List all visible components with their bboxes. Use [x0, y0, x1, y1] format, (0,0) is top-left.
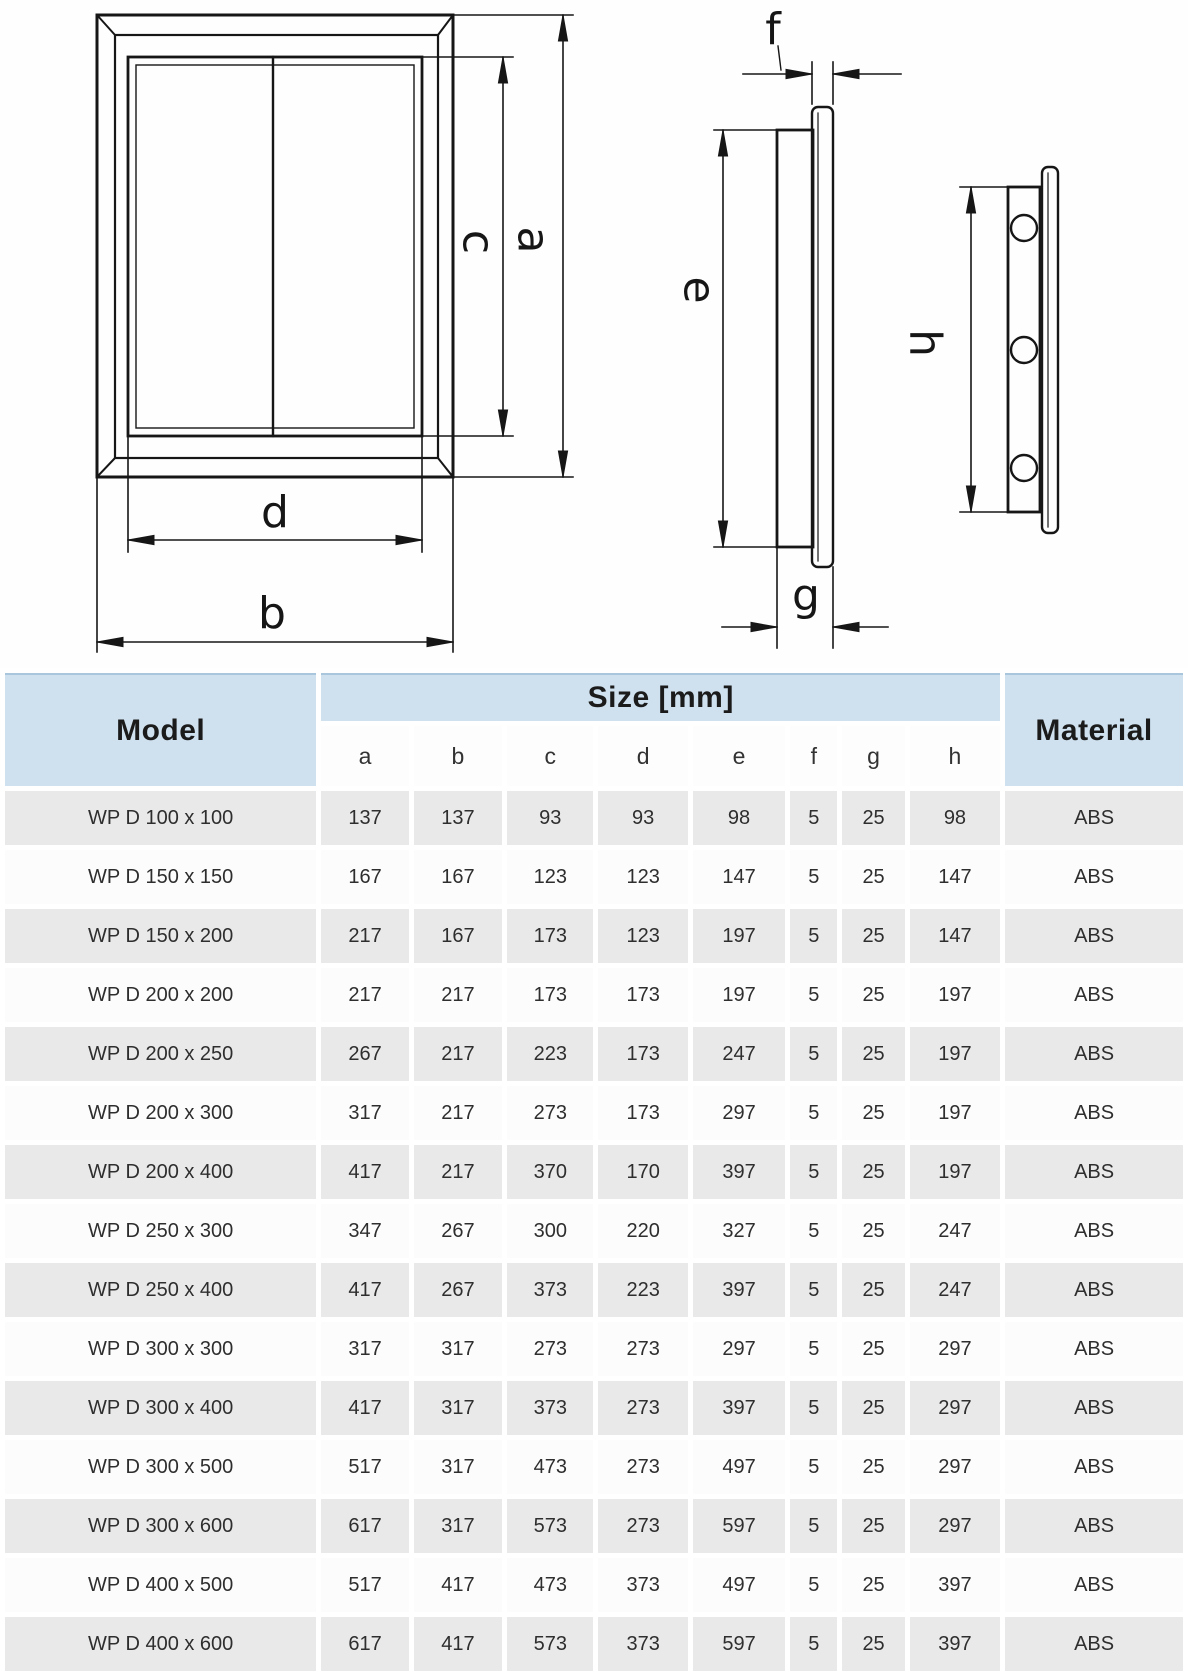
size-cell: 147 — [910, 850, 1000, 904]
size-cell: 300 — [507, 1204, 593, 1258]
model-cell: WP D 150 x 150 — [5, 850, 316, 904]
size-cell: 297 — [693, 1322, 785, 1376]
size-cell: 617 — [321, 1499, 408, 1553]
size-cell: 247 — [910, 1204, 1000, 1258]
size-cell: 5 — [790, 791, 837, 845]
size-cell: 25 — [842, 1086, 904, 1140]
size-cell: 123 — [598, 909, 687, 963]
size-cell: 197 — [910, 1086, 1000, 1140]
dim-label-c: c — [452, 229, 504, 255]
size-cell: 573 — [507, 1499, 593, 1553]
size-cell: 373 — [598, 1617, 687, 1671]
table-row — [5, 1440, 1183, 1494]
size-cell: 93 — [598, 791, 687, 845]
table-row — [5, 1263, 1183, 1317]
model-cell: WP D 200 x 200 — [5, 968, 316, 1022]
size-cell: 197 — [693, 909, 785, 963]
model-cell: WP D 250 x 400 — [5, 1263, 316, 1317]
size-cell: 373 — [507, 1381, 593, 1435]
size-cell: 273 — [507, 1322, 593, 1376]
size-cell: 617 — [321, 1617, 408, 1671]
table-row — [5, 909, 1183, 963]
material-header: Material — [1005, 673, 1183, 786]
size-cell: 397 — [910, 1617, 1000, 1671]
size-cell: 597 — [693, 1499, 785, 1553]
dim-e — [714, 130, 813, 547]
size-cell: 397 — [693, 1145, 785, 1199]
size-cell: 173 — [598, 1027, 687, 1081]
size-cell: 223 — [598, 1263, 687, 1317]
table-row — [5, 1145, 1183, 1199]
size-cell: 497 — [693, 1558, 785, 1612]
table-row — [5, 968, 1183, 1022]
size-cell: 25 — [842, 1204, 904, 1258]
size-cell: 297 — [910, 1381, 1000, 1435]
dim-label-h: h — [899, 329, 951, 357]
front-view — [97, 15, 573, 652]
size-cell: 5 — [790, 1263, 837, 1317]
size-cell: 297 — [910, 1322, 1000, 1376]
size-cell: 417 — [414, 1558, 502, 1612]
size-cell: 217 — [414, 1027, 502, 1081]
dim-label-e: e — [673, 276, 725, 304]
size-cell: 197 — [910, 1145, 1000, 1199]
material-cell: ABS — [1005, 968, 1183, 1022]
size-cell: 93 — [507, 791, 593, 845]
size-cell: 327 — [693, 1204, 785, 1258]
size-cell: 167 — [414, 909, 502, 963]
size-cell: 25 — [842, 1027, 904, 1081]
model-cell: WP D 200 x 400 — [5, 1145, 316, 1199]
size-cell: 497 — [693, 1440, 785, 1494]
size-cell: 373 — [598, 1558, 687, 1612]
model-cell: WP D 250 x 300 — [5, 1204, 316, 1258]
dim-label-a: a — [507, 226, 559, 254]
size-cell: 473 — [507, 1558, 593, 1612]
col-header-c: c — [507, 726, 593, 786]
size-cell: 273 — [598, 1499, 687, 1553]
size-cell: 317 — [321, 1322, 408, 1376]
size-cell: 5 — [790, 1086, 837, 1140]
material-cell: ABS — [1005, 1204, 1183, 1258]
table-row — [5, 850, 1183, 904]
size-cell: 273 — [507, 1086, 593, 1140]
size-cell: 317 — [321, 1086, 408, 1140]
size-cell: 517 — [321, 1558, 408, 1612]
size-cell: 247 — [693, 1027, 785, 1081]
col-header-g: g — [842, 726, 904, 786]
size-cell: 267 — [414, 1204, 502, 1258]
material-cell: ABS — [1005, 1086, 1183, 1140]
size-cell: 197 — [910, 1027, 1000, 1081]
model-cell: WP D 400 x 500 — [5, 1558, 316, 1612]
size-cell: 5 — [790, 1145, 837, 1199]
spec-table — [0, 668, 1188, 1676]
size-cell: 123 — [507, 850, 593, 904]
table-row — [5, 1204, 1183, 1258]
size-cell: 25 — [842, 1263, 904, 1317]
table-row — [5, 1499, 1183, 1553]
size-cell: 317 — [414, 1440, 502, 1494]
dim-h — [960, 187, 1008, 512]
size-cell: 220 — [598, 1204, 687, 1258]
size-cell: 167 — [321, 850, 408, 904]
size-cell: 517 — [321, 1440, 408, 1494]
model-cell: WP D 300 x 500 — [5, 1440, 316, 1494]
spec-table-body — [5, 791, 1183, 1671]
side-view — [714, 46, 901, 648]
dim-label-d: d — [261, 487, 289, 538]
model-cell: WP D 100 x 100 — [5, 791, 316, 845]
size-cell: 25 — [842, 1440, 904, 1494]
size-cell: 217 — [414, 1086, 502, 1140]
size-cell: 173 — [507, 909, 593, 963]
size-cell: 273 — [598, 1440, 687, 1494]
size-cell: 167 — [414, 850, 502, 904]
size-cell: 25 — [842, 1145, 904, 1199]
dim-label-g: g — [792, 570, 820, 621]
table-row — [5, 1617, 1183, 1671]
size-cell: 5 — [790, 1204, 837, 1258]
model-cell: WP D 300 x 600 — [5, 1499, 316, 1553]
size-cell: 5 — [790, 968, 837, 1022]
table-row — [5, 791, 1183, 845]
material-cell: ABS — [1005, 1145, 1183, 1199]
size-cell: 25 — [842, 968, 904, 1022]
size-cell: 25 — [842, 1499, 904, 1553]
size-cell: 573 — [507, 1617, 593, 1671]
size-cell: 5 — [790, 909, 837, 963]
size-cell: 347 — [321, 1204, 408, 1258]
size-cell: 373 — [507, 1263, 593, 1317]
size-cell: 5 — [790, 1440, 837, 1494]
model-cell: WP D 400 x 600 — [5, 1617, 316, 1671]
size-cell: 147 — [910, 909, 1000, 963]
size-cell: 217 — [414, 968, 502, 1022]
model-cell: WP D 200 x 250 — [5, 1027, 316, 1081]
size-cell: 217 — [321, 968, 408, 1022]
size-cell: 5 — [790, 1322, 837, 1376]
screw-hole — [1011, 215, 1037, 241]
size-cell: 370 — [507, 1145, 593, 1199]
size-cell: 267 — [321, 1027, 408, 1081]
screw-hole — [1011, 337, 1037, 363]
size-cell: 317 — [414, 1322, 502, 1376]
size-cell: 98 — [910, 791, 1000, 845]
size-cell: 223 — [507, 1027, 593, 1081]
dim-label-f: f — [765, 4, 781, 55]
size-cell: 217 — [321, 909, 408, 963]
size-cell: 273 — [598, 1381, 687, 1435]
back-view — [960, 167, 1058, 533]
col-header-a: a — [321, 726, 408, 786]
material-cell: ABS — [1005, 791, 1183, 845]
size-cell: 397 — [693, 1263, 785, 1317]
size-cell: 197 — [693, 968, 785, 1022]
size-cell: 597 — [693, 1617, 785, 1671]
col-header-h: h — [910, 726, 1000, 786]
col-header-d: d — [598, 726, 687, 786]
table-row — [5, 1381, 1183, 1435]
model-cell: WP D 300 x 400 — [5, 1381, 316, 1435]
table-row — [5, 1027, 1183, 1081]
size-cell: 5 — [790, 1381, 837, 1435]
size-cell: 98 — [693, 791, 785, 845]
size-cell: 137 — [321, 791, 408, 845]
size-cell: 25 — [842, 1381, 904, 1435]
size-cell: 417 — [321, 1263, 408, 1317]
technical-drawing — [0, 0, 1188, 668]
size-cell: 417 — [321, 1145, 408, 1199]
size-cell: 25 — [842, 1322, 904, 1376]
size-cell: 137 — [414, 791, 502, 845]
size-cell: 25 — [842, 1617, 904, 1671]
table-row — [5, 1086, 1183, 1140]
size-cell: 197 — [910, 968, 1000, 1022]
size-cell: 25 — [842, 909, 904, 963]
drawing-svg — [0, 0, 1188, 668]
size-cell: 297 — [693, 1086, 785, 1140]
size-cell: 5 — [790, 1027, 837, 1081]
col-header-b: b — [414, 726, 502, 786]
col-header-e: e — [693, 726, 785, 786]
material-cell: ABS — [1005, 1381, 1183, 1435]
size-cell: 297 — [910, 1499, 1000, 1553]
size-cell: 5 — [790, 850, 837, 904]
col-header-f: f — [790, 726, 837, 786]
size-cell: 147 — [693, 850, 785, 904]
model-header: Model — [5, 673, 316, 786]
size-header: Size [mm] — [321, 673, 1000, 721]
screw-hole — [1011, 455, 1037, 481]
size-cell: 317 — [414, 1499, 502, 1553]
size-cell: 473 — [507, 1440, 593, 1494]
size-cell: 170 — [598, 1145, 687, 1199]
model-cell: WP D 200 x 300 — [5, 1086, 316, 1140]
material-cell: ABS — [1005, 1322, 1183, 1376]
size-cell: 173 — [598, 1086, 687, 1140]
size-cell: 317 — [414, 1381, 502, 1435]
size-cell: 123 — [598, 850, 687, 904]
size-cell: 273 — [598, 1322, 687, 1376]
material-cell: ABS — [1005, 1558, 1183, 1612]
material-cell: ABS — [1005, 1263, 1183, 1317]
model-cell: WP D 150 x 200 — [5, 909, 316, 963]
model-cell: WP D 300 x 300 — [5, 1322, 316, 1376]
material-cell: ABS — [1005, 1499, 1183, 1553]
dim-label-b: b — [258, 588, 286, 639]
size-cell: 25 — [842, 850, 904, 904]
size-cell: 267 — [414, 1263, 502, 1317]
material-cell: ABS — [1005, 1617, 1183, 1671]
size-cell: 417 — [414, 1617, 502, 1671]
material-cell: ABS — [1005, 1027, 1183, 1081]
material-cell: ABS — [1005, 850, 1183, 904]
material-cell: ABS — [1005, 1440, 1183, 1494]
table-row — [5, 1322, 1183, 1376]
size-cell: 397 — [693, 1381, 785, 1435]
size-cell: 173 — [598, 968, 687, 1022]
table-row — [5, 1558, 1183, 1612]
size-cell: 5 — [790, 1499, 837, 1553]
size-cell: 5 — [790, 1617, 837, 1671]
size-cell: 297 — [910, 1440, 1000, 1494]
size-cell: 25 — [842, 791, 904, 845]
size-cell: 217 — [414, 1145, 502, 1199]
material-cell: ABS — [1005, 909, 1183, 963]
size-cell: 417 — [321, 1381, 408, 1435]
size-cell: 397 — [910, 1558, 1000, 1612]
size-cell: 247 — [910, 1263, 1000, 1317]
size-cell: 173 — [507, 968, 593, 1022]
size-cell: 25 — [842, 1558, 904, 1612]
size-cell: 5 — [790, 1558, 837, 1612]
